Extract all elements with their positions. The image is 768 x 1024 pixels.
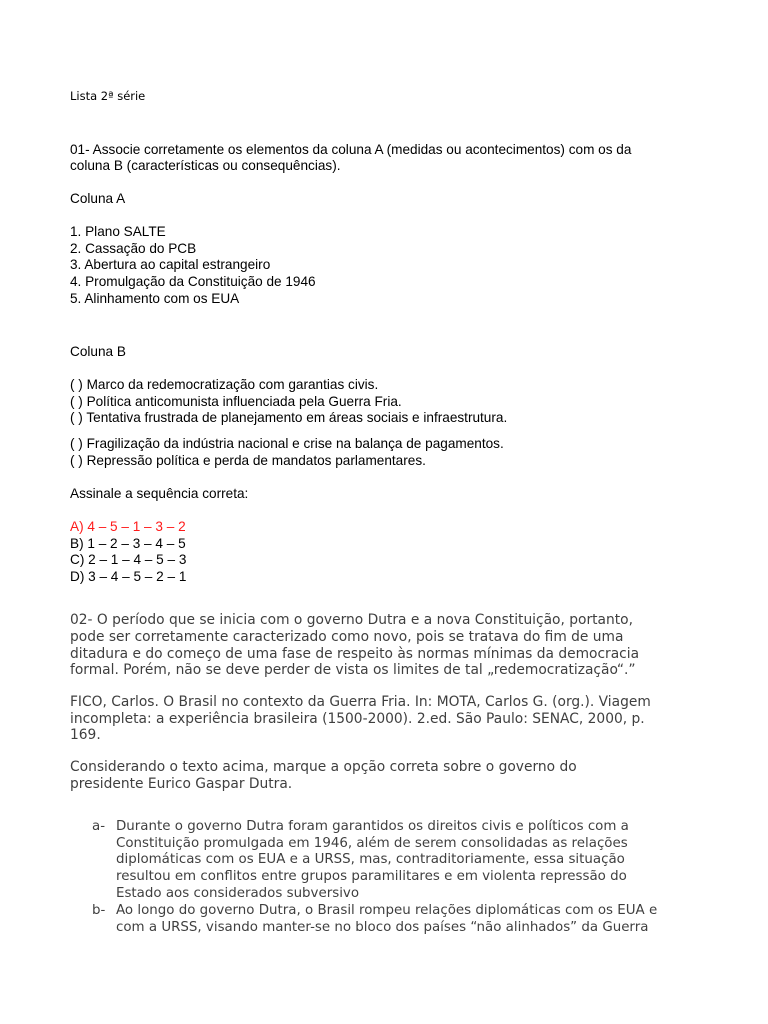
citation-line-1: FICO, Carlos. O Brasil no contexto da Guerra Fria. In: MOTA, Carlos G. (org.). Viagem [70, 694, 651, 710]
q2-question-line-2: presidente Eurico Gaspar Dutra. [70, 776, 293, 792]
column-b-item: ( ) Política anticomunista influenciada pela Guerra Fria. [70, 394, 402, 409]
column-b-heading: Coluna B [70, 344, 126, 359]
option-line: com a URSS, visando manter-se no bloco dos países “não alinhados” da Guerra [116, 919, 649, 935]
option-letter: a- [92, 819, 106, 834]
q2-quote-line-3: ditadura e do começo de uma fase de respeito às normas mínimas da democracia [70, 646, 640, 662]
q1-option-d: D) 3 – 4 – 5 – 2 – 1 [70, 569, 187, 584]
q2-option-a [70, 819, 710, 903]
q1-option-c: C) 2 – 1 – 4 – 5 – 3 [70, 552, 187, 567]
q1-intro-line-2: coluna B (características ou consequências). [70, 158, 341, 173]
option-line: Ao longo do governo Dutra, o Brasil rompeu relações diplomáticas com os EUA e [116, 903, 658, 918]
option-line: diplomáticas com os EUA e a URSS, mas, contraditoriamente, essa situação [116, 852, 625, 868]
column-a-item: 3. Abertura ao capital estrangeiro [70, 257, 271, 272]
option-letter: b- [92, 903, 106, 918]
column-b-item: ( ) Marco da redemocratização com garantias civis. [70, 377, 379, 392]
column-a-item: 4. Promulgação da Constituição de 1946 [70, 274, 316, 289]
column-a-item: 2. Cassação do PCB [70, 241, 197, 256]
q2-quote-line-4: formal. Porém, não se deve perder de vista os limites de tal „redemocratização“.” [70, 662, 636, 678]
q1-option-a-correct: A) 4 – 5 – 1 – 3 – 2 [70, 519, 186, 534]
column-a-item: 5. Alinhamento com os EUA [70, 291, 240, 306]
q1-prompt: Assinale a sequência correta: [70, 486, 249, 501]
q2-quote-line-1: 02- O período que se inicia com o governo Dutra e a nova Constituição, portanto, [70, 612, 633, 628]
q2-quote-line-2: pode ser corretamente caracterizado como novo, pois se tratava do fim de uma [70, 629, 624, 645]
q1-intro-line-1: 01- Associe corretamente os elementos da coluna A (medidas ou acontecimentos) com os da [70, 142, 632, 157]
option-line: resultou em conflitos entre grupos paramilitares e em violenta repressão do [116, 869, 627, 885]
document-title: Lista 2ª série [70, 89, 146, 103]
column-a-heading: Coluna A [70, 191, 126, 206]
column-b-item: ( ) Tentativa frustrada de planejamento em áreas sociais e infraestrutura. [70, 410, 508, 425]
column-b-item: ( ) Repressão política e perda de mandatos parlamentares. [70, 453, 426, 468]
column-a-item: 1. Plano SALTE [70, 224, 166, 239]
q1-option-b: B) 1 – 2 – 3 – 4 – 5 [70, 536, 186, 551]
column-b-item: ( ) Fragilização da indústria nacional e crise na balança de pagamentos. [70, 436, 504, 451]
q2-option-b [70, 903, 710, 936]
option-line: Estado aos considerados subversivo [116, 885, 360, 901]
option-line: Durante o governo Dutra foram garantidos os direitos civis e políticos com a [116, 819, 629, 834]
citation-line-3: 169. [70, 727, 101, 743]
q2-question-line-1: Considerando o texto acima, marque a opção correta sobre o governo do [70, 759, 577, 775]
citation-line-2: incompleta: a experiência brasileira (1500-2000). 2.ed. São Paulo: SENAC, 2000, p. [70, 711, 645, 727]
option-line: Constituição promulgada em 1946, além de serem consolidadas as relações [116, 835, 628, 851]
